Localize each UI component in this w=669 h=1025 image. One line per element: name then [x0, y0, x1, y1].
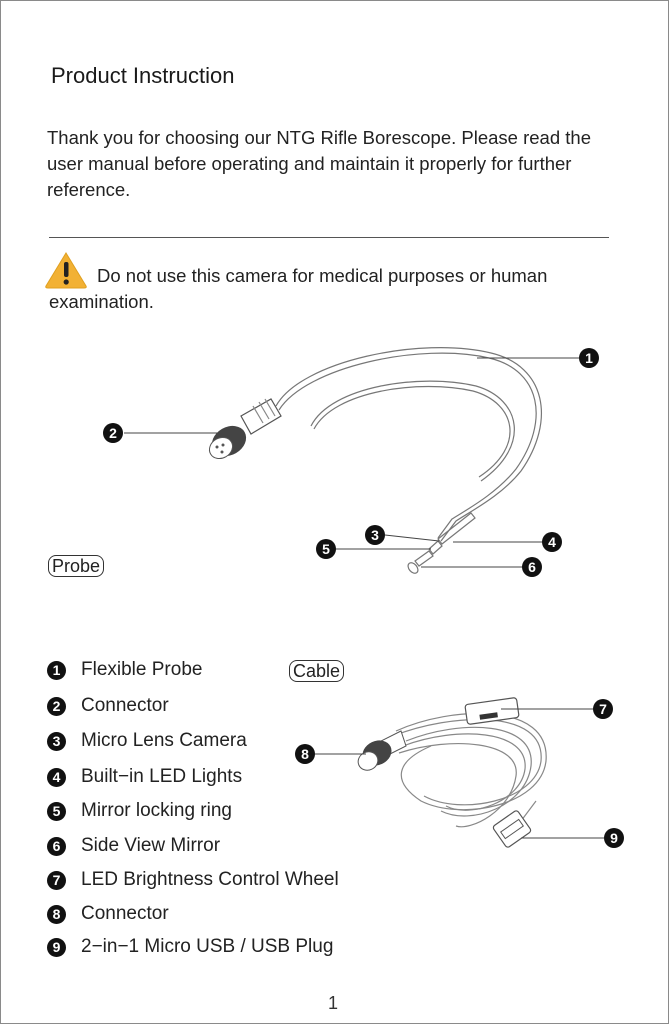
svg-text:2: 2 [109, 425, 117, 441]
number-badge-7: 7 [47, 871, 66, 890]
callout-marker-8 [295, 744, 315, 764]
svg-text:9: 9 [610, 830, 618, 846]
number-badge-4: 4 [47, 768, 66, 787]
legend-label: Flexible Probe [81, 659, 203, 680]
svg-text:1: 1 [585, 350, 593, 366]
callout-marker-3 [365, 525, 385, 545]
probe-tip-tube [438, 513, 475, 544]
legend-label: Connector [81, 695, 169, 716]
flexible-probe-cable [276, 348, 541, 541]
usb-cable-drawing [393, 713, 546, 826]
legend-label: Side View Mirror [81, 835, 221, 856]
legend-item [47, 867, 339, 893]
page-number: 1 [328, 993, 339, 1013]
callout-marker-6 [522, 557, 542, 577]
callout-marker-5 [316, 539, 336, 559]
number-badge-8: 8 [47, 905, 66, 924]
svg-text:5: 5 [322, 541, 330, 557]
svg-text:3: 3 [371, 527, 379, 543]
legend-item [47, 728, 247, 754]
legend-item [47, 934, 333, 960]
svg-text:7: 7 [599, 701, 607, 717]
legend-item [47, 798, 232, 824]
intro-paragraph: Thank you for choosing our NTG Rifle Borescope. Please read the user manual before operating and maintain it properly for further reference. [47, 127, 591, 200]
callout-marker-2 [103, 423, 123, 443]
number-badge-2: 2 [47, 697, 66, 716]
svg-text:4: 4 [548, 534, 556, 550]
probe-label: Probe [48, 555, 104, 577]
legend-item [47, 901, 169, 927]
number-badge-5: 5 [47, 802, 66, 821]
legend-label: Connector [81, 903, 169, 924]
legend-item [47, 833, 220, 859]
probe-connector-head [206, 420, 252, 463]
callout-marker-4 [542, 532, 562, 552]
number-badge-1: 1 [47, 661, 66, 680]
legend-item [47, 693, 169, 719]
number-badge-6: 6 [47, 837, 66, 856]
number-badge-3: 3 [47, 732, 66, 751]
warning-text: Do not use this camera for medical purposes or human examination. [49, 265, 548, 312]
legend-label: Built−in LED Lights [81, 766, 243, 787]
legend-label: Micro Lens Camera [81, 730, 247, 751]
led-control-wheel-box [465, 697, 519, 724]
page-title: Product Instruction [51, 63, 235, 88]
legend-label: LED Brightness Control Wheel [81, 869, 339, 890]
number-badge-9: 9 [47, 938, 66, 957]
legend-label: 2−in−1 Micro USB / USB Plug [81, 936, 334, 957]
svg-text:8: 8 [301, 746, 309, 762]
cable-label: Cable [289, 660, 344, 682]
callout-marker-7 [593, 699, 613, 719]
callout-marker-9 [604, 828, 624, 848]
callout-marker-1 [579, 348, 599, 368]
legend-item [47, 657, 202, 683]
legend-label: Mirror locking ring [81, 800, 232, 821]
svg-text:6: 6 [528, 559, 536, 575]
cable-connector-head [355, 731, 406, 773]
legend-item [47, 764, 242, 790]
